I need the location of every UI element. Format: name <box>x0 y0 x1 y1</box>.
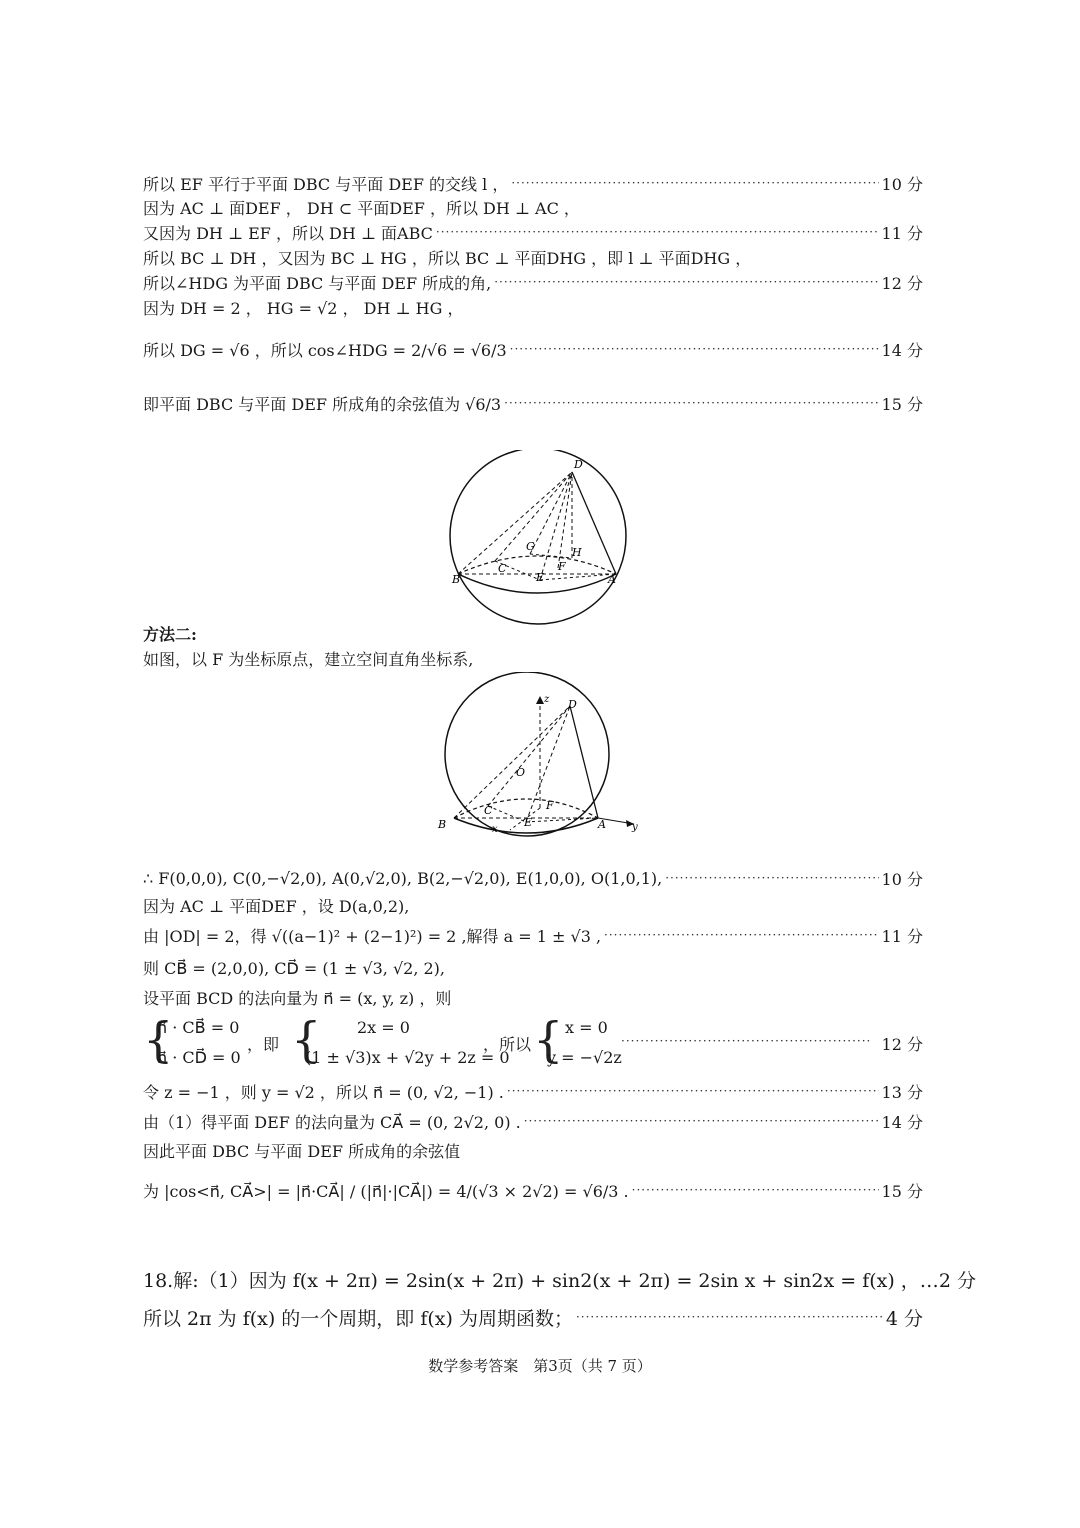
label-b: B <box>438 818 447 831</box>
label-o: O <box>516 766 526 779</box>
label-e: E <box>536 571 545 584</box>
method-two-heading: 方法二: <box>143 624 197 644</box>
proof-line-z: 令 z = −1 ，则 y = √2 ，所以 n⃗ = (0, √2, −1) . ····· 13 分 <box>143 1078 923 1104</box>
label-a: A <box>598 818 606 831</box>
coords-line: ∴ F(0,0,0), C(0,−√2,0), A(0,√2,0), B(2,−√2,0), E(1,0,0), O(1,0,1), ····· 10 分 <box>143 865 923 891</box>
segment-bd <box>458 472 572 574</box>
leader-dots <box>507 1084 879 1098</box>
left-brace: { <box>143 1012 174 1068</box>
eq-connector-2: ，所以 <box>483 1035 532 1054</box>
segment-ce <box>488 806 526 822</box>
proof-line-3: 又因为 DH ⊥ EF ，所以 DH ⊥ 面ABC ····· 11 分 <box>143 219 923 245</box>
label-d: D <box>574 458 583 471</box>
label-c: C <box>484 804 493 817</box>
label-b: B <box>452 573 461 586</box>
leader-dots <box>511 176 878 190</box>
eq-2a: 2x = 0 <box>357 1018 410 1037</box>
method-two-intro: 如图，以 F 为坐标原点，建立空间直角坐标系, <box>143 649 474 669</box>
eq-1a: n⃗ · CB⃗ = 0 <box>157 1018 240 1037</box>
segment-ad <box>570 706 598 818</box>
leader-dots <box>436 225 879 239</box>
equation-system <box>143 1014 923 1074</box>
label-z: z <box>544 694 550 705</box>
proof-line-therefore: 因此平面 DBC 与平面 DEF 所成角的余弦值 <box>143 1141 461 1161</box>
label-c: C <box>498 562 507 575</box>
leader-dots <box>576 1310 883 1324</box>
proof-line-6: 因为 DH = 2 ， HG = √2 ， DH ⊥ HG ， <box>143 298 464 318</box>
label-d: D <box>568 698 577 711</box>
eq-score: 12 分 <box>881 1035 923 1054</box>
proof-line-8: 即平面 DBC 与平面 DEF 所成角的余弦值为 √6/3 ····· 15 分 <box>143 390 923 416</box>
z-arrow-icon <box>536 696 544 704</box>
label-x: x <box>492 824 498 835</box>
label-f: F <box>546 799 554 812</box>
proof-line-normal: 设平面 BCD 的法向量为 n⃗ = (x, y, z) ，则 <box>143 988 452 1008</box>
proof-line-2: 因为 AC ⊥ 面DEF ， DH ⊂ 平面DEF ，所以 DH ⊥ AC ， <box>143 198 580 218</box>
eq-connector-1: ，即 <box>247 1035 280 1054</box>
left-brace: { <box>291 1012 322 1068</box>
label-a: A <box>608 573 616 586</box>
proof-line-5: 所以∠HDG 为平面 DBC 与平面 DEF 所成的角, ····· 12 分 <box>143 269 923 295</box>
q18-line-2: 所以 2π 为 f(x) 的一个周期，即 f(x) 为周期函数； ····· 4 分 <box>143 1304 923 1330</box>
q18-line-1: 18.解:（1）因为 f(x + 2π) = 2sin(x + 2π) + sin2(x + 2π) = 2sin x + sin2x = f(x) ，… 2 分 <box>143 1269 976 1292</box>
segment-cd <box>488 706 570 806</box>
proof-line-cos: 为 |cos<n⃗, CA⃗>| = |n⃗·CA⃗| / (|n⃗|·|CA⃗|) = 4/(√3 × 2√2) = √6/3 . ····· 15 分 <box>143 1177 923 1203</box>
sphere-figure-2 <box>430 672 650 852</box>
eq-3a: x = 0 <box>565 1018 608 1037</box>
proof-line-vectors: 则 CB⃗ = (2,0,0), CD⃗ = (1 ± √3, √2, 2), <box>143 958 445 978</box>
sphere-figure-1 <box>440 450 640 630</box>
leader-dots <box>510 342 879 356</box>
eq-1b: n⃗ · CD⃗ = 0 <box>157 1048 241 1067</box>
label-g: G <box>526 540 535 553</box>
leader-dots <box>632 1183 879 1197</box>
page-footer: 数学参考答案 第3页（共 7 页） <box>428 1357 652 1375</box>
leader-dots <box>665 871 878 885</box>
leader-dots <box>604 928 879 942</box>
proof-line-od: 由 |OD| = 2，得 √((a−1)² + (2−1)²) = 2 ,解得 a = 1 ± √3 , ····· 11 分 <box>143 922 923 948</box>
eq-3b: y = −√2z <box>547 1048 622 1067</box>
leader-dots <box>494 275 878 289</box>
segment-ea <box>526 818 598 822</box>
leader-dots <box>504 396 878 410</box>
label-y: y <box>632 822 638 833</box>
proof-line-1: 所以 EF 平行于平面 DBC 与平面 DEF 的交线 l ， ····· 10 分 <box>143 170 923 196</box>
eq-2b: (1 ± √3)x + √2y + 2z = 0 <box>305 1048 510 1067</box>
left-brace: { <box>533 1012 564 1068</box>
label-e: E <box>524 816 533 829</box>
leader-dots <box>524 1114 879 1128</box>
leader-dots <box>621 1034 871 1048</box>
proof-line-ac: 因为 AC ⊥ 平面DEF ，设 D(a,0,2), <box>143 896 410 916</box>
label-f: F <box>558 560 566 573</box>
proof-line-ca: 由（1）得平面 DEF 的法向量为 CA⃗ = (0, 2√2, 0) . ····· 14 分 <box>143 1108 923 1134</box>
proof-line-4: 所以 BC ⊥ DH ，又因为 BC ⊥ HG ，所以 BC ⊥ 平面DHG ，即 l ⊥ 平面DHG ， <box>143 248 752 268</box>
label-h: H <box>572 546 582 559</box>
proof-line-7: 所以 DG = √6 ，所以 cos∠HDG = 2/√6 = √6/3 ····· 14 分 <box>143 336 923 362</box>
